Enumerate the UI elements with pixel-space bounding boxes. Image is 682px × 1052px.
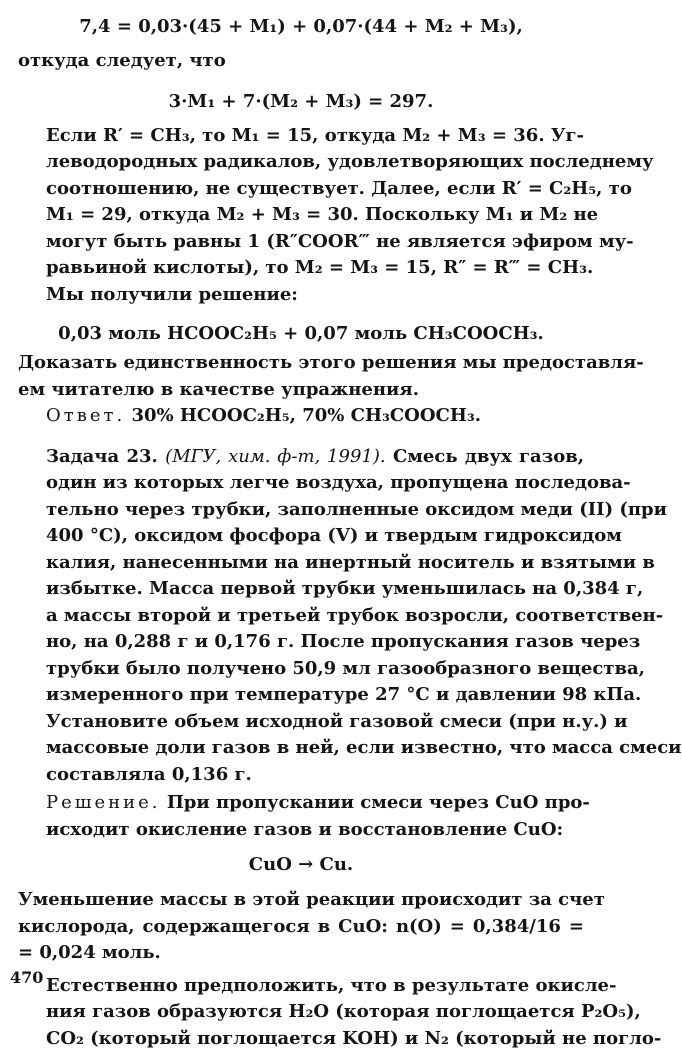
equation-radicals: 3·M₁ + 7·(M₂ + M₃) = 297. — [18, 75, 584, 123]
task-title: Задача 23. — [46, 446, 158, 467]
text-line: составляла 0,136 г. — [18, 762, 584, 789]
page-number: 470 — [10, 968, 43, 987]
text-line: а массы второй и третьей трубок возросли, соответствен- — [18, 603, 584, 630]
text-line: CO₂ (который поглощается KOH) и N₂ (который не погло- — [18, 1026, 584, 1052]
text-line: кислорода, содержащегося в CuO: n(O) = 0,384/16 = — [18, 914, 584, 941]
task-23-statement — [18, 444, 584, 789]
task-first-line: Смесь двух газов, — [393, 446, 584, 467]
equation-mass-balance: 7,4 = 0,03·(45 + M₁) + 0,07·(44 + M₂ + M₃), — [18, 6, 584, 48]
solution-label: Решение. — [46, 792, 161, 813]
text-line — [18, 790, 584, 817]
paragraph-oxidation-products — [18, 973, 584, 1052]
equation-solution: 0,03 моль HCOOC₂H₅ + 0,07 моль CH₃COOCH₃. — [18, 308, 584, 350]
answer — [18, 403, 584, 430]
solution-first-line: При пропускании смеси через CuO про- — [167, 792, 590, 813]
text-line: трубки было получено 50,9 мл газообразного вещества, — [18, 656, 584, 683]
text-line — [18, 444, 584, 471]
text-line: один из которых легче воздуха, пропущена последова- — [18, 470, 584, 497]
text-line: Естественно предположить, что в результате окисле- — [18, 973, 584, 1000]
text-line: Доказать единственность этого решения мы предоставля- — [18, 350, 584, 377]
text-line: массовые доли газов в ней, если известно, что масса смеси — [18, 735, 584, 762]
answer-text: 30% HCOOC₂H₅, 70% CH₃COOCH₃. — [131, 405, 481, 426]
text-line: = 0,024 моль. — [18, 940, 584, 967]
paragraph-uniqueness — [18, 350, 584, 403]
text-line: M₁ = 29, откуда M₂ + M₃ = 30. Поскольку M₁ и M₂ не — [18, 202, 584, 229]
text-line: соотношению, не существует. Далее, если R′ = C₂H₅, то — [18, 176, 584, 203]
text-line: ния газов образуются H₂O (которая поглощается P₂O₅), — [18, 999, 584, 1026]
answer-label: Ответ. — [46, 405, 125, 426]
text-line: измеренного при температуре 27 °C и давлении 98 кПа. — [18, 682, 584, 709]
text-line: 400 °C), оксидом фосфора (V) и твердым гидроксидом — [18, 523, 584, 550]
text-line: калия, нанесенными на инертный носитель и взятыми в — [18, 550, 584, 577]
text-line: могут быть равны 1 (R″COOR‴ не является эфиром му- — [18, 229, 584, 256]
text-line: равьиной кислоты), то M₂ = M₃ = 15, R″ = R‴ = CH₃. — [18, 255, 584, 282]
paragraph-radical-analysis — [18, 123, 584, 309]
text-line: Если R′ = CH₃, то M₁ = 15, откуда M₂ + M₃ = 36. Уг- — [18, 123, 584, 150]
page-body — [18, 6, 584, 1052]
text-line: Мы получили решение: — [18, 282, 584, 309]
solution-intro — [18, 790, 584, 843]
text-line: леводородных радикалов, удовлетворяющих последнему — [18, 149, 584, 176]
text-line: но, на 0,288 г и 0,176 г. После пропускания газов через — [18, 629, 584, 656]
equation-cuo-reduction: CuO → Cu. — [18, 843, 584, 887]
text-line: тельно через трубки, заполненные оксидом меди (II) (при — [18, 497, 584, 524]
task-source: (МГУ, хим. ф-т, 1991). — [165, 446, 385, 467]
text-line: исходит окисление газов и восстановление CuO: — [18, 817, 584, 844]
paragraph-mass-decrease — [18, 887, 584, 967]
text-line: избытке. Масса первой трубки уменьшилась на 0,384 г, — [18, 576, 584, 603]
text-line: Установите объем исходной газовой смеси (при н.у.) и — [18, 709, 584, 736]
text-line: ем читателю в качестве упражнения. — [18, 377, 584, 404]
paragraph-follows: откуда следует, что — [18, 48, 584, 75]
text-line: Уменьшение массы в этой реакции происходит за счет — [18, 887, 584, 914]
